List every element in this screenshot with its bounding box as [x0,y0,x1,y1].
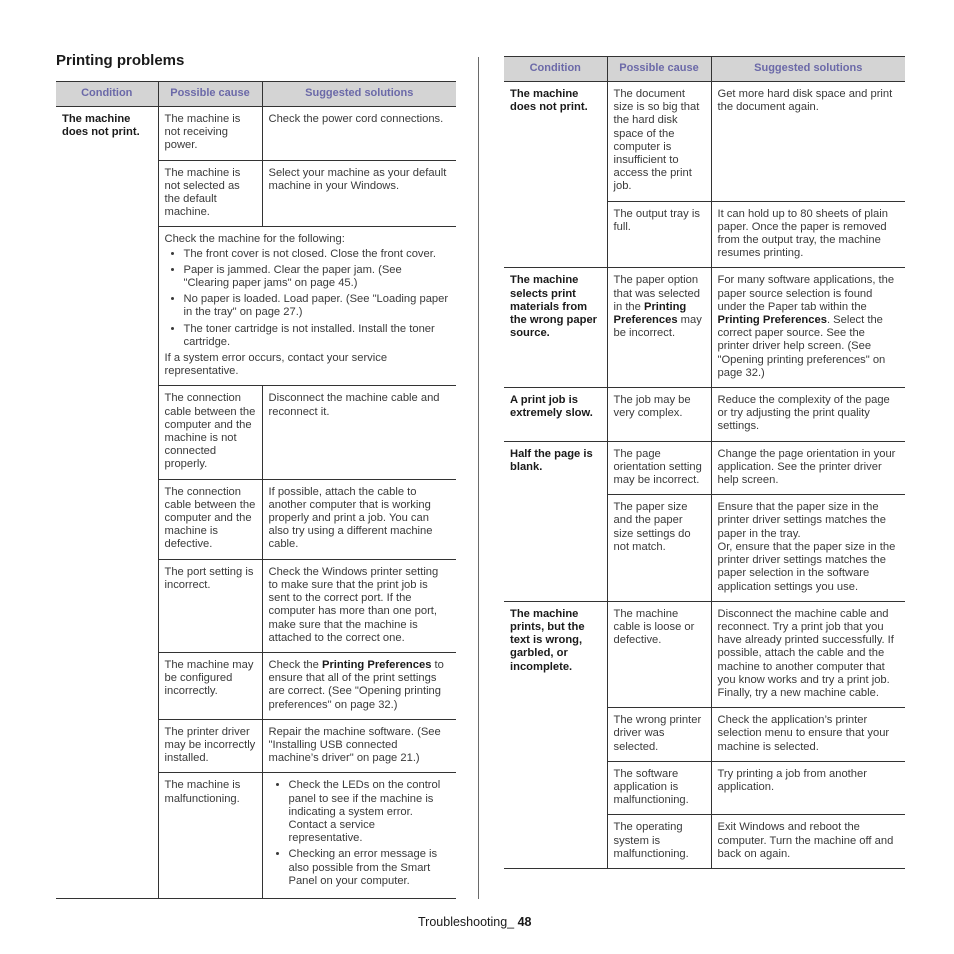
list-item: • The toner cartridge is not installed. Install the toner cartridge. [184,323,451,349]
cause-cell: The job may be very complex. [607,388,711,442]
cause-cell: The machine is not selected as the default machine. [158,160,262,227]
condition-cell: Half the page is blank. [504,441,607,601]
cause-cell: The output tray is full. [607,201,711,268]
checklist-intro: Check the machine for the following: [164,233,345,246]
footer-label: Troubleshooting_ [418,915,518,929]
condition-cell: The machine does not print. [56,107,158,899]
table-row [504,388,905,442]
checklist-outro: If a system error occurs, contact your service representative. [164,352,388,378]
list-item: • The front cover is not closed. Close the front cover. [184,248,451,261]
cause-cell: The machine may be configured incorrectly. [158,652,262,719]
solution-cell: Disconnect the machine cable and reconnect it. [262,386,456,479]
solution-cell: Disconnect the machine cable and reconnect. Try a print job that you have already printed successfully. If possible, attach the cable and the machine to another computer that you know works and try a print job. Finally, try a new machine cable. [711,601,905,707]
header-possible-cause: Possible cause [607,57,711,82]
cause-cell: The machine cable is loose or defective. [607,601,711,707]
header-possible-cause: Possible cause [158,82,262,107]
cause-cell: The printer driver may be incorrectly installed. [158,719,262,773]
table-row [504,441,905,495]
table-row [504,82,905,202]
condition-cell: The machine does not print. [504,82,607,268]
solution-text: Check the [268,658,322,671]
solution-text: For many software applications, the paper source selection is found under the Paper tab within the [717,274,895,313]
header-suggested-solutions: Suggested solutions [711,57,905,82]
printing-preferences-term: Printing Preferences [717,314,827,327]
solution-paragraph: Or, ensure that the paper size in the printer driver settings matches the paper selection in the software application settings you use. [717,540,896,593]
solution-cell: Check the power cord connections. [262,107,456,161]
header-condition: Condition [56,82,158,107]
troubleshooting-table-right [504,56,905,869]
solution-cell: Repair the machine software. (See "Installing USB connected machine’s driver" on page 21.) [262,719,456,773]
cause-cell: The connection cable between the computer and the machine is not connected properly. [158,386,262,479]
checklist-cell [158,227,456,386]
cause-cell: The software application is malfunctioning. [607,761,711,815]
column-divider [478,57,479,899]
solution-cell: If possible, attach the cable to another computer that is working properly and print a job. You can also try using a different machine cable. [262,479,456,559]
page-footer [418,915,532,929]
list-item: • No paper is loaded. Load paper. (See "Loading paper in the tray" on page 27.) [184,293,451,319]
solution-cell: Change the page orientation in your application. See the printer driver help screen. [711,441,905,495]
solution-cell [711,268,905,388]
solution-cell: Try printing a job from another application. [711,761,905,815]
cause-text: The paper option that was selected in the [613,274,700,313]
table-row [56,107,456,161]
solution-cell [711,495,905,601]
page-number: 48 [517,915,532,929]
list-item: • Check the LEDs on the control panel to see if the machine is indicating a system error. Contact a service representative. [289,779,451,845]
condition-cell: The machine selects print materials from the wrong paper source. [504,268,607,388]
solution-cell: Check the application’s printer selection menu to ensure that your machine is selected. [711,708,905,762]
cause-cell: The connection cable between the computer and the machine is defective. [158,479,262,559]
cause-cell: The operating system is malfunctioning. [607,815,711,869]
cause-cell: The machine is not receiving power. [158,107,262,161]
solution-paragraph: Ensure that the paper size in the printer driver settings matches the paper in the tray. [717,501,887,540]
solution-text: . Select the correct paper source. See the printer driver help screen. (See "Opening printing preferences" on page 32.) [717,314,886,379]
table-header-row [56,82,456,107]
solution-text: to ensure that all of the print settings are correct. (See "Opening printing preferences" on page 32.) [268,658,444,711]
table-row [504,601,905,707]
table-header-row [504,57,905,82]
cause-cell: The port setting is incorrect. [158,559,262,652]
solution-cell: Select your machine as your default machine in your Windows. [262,160,456,227]
header-suggested-solutions: Suggested solutions [262,82,456,107]
cause-cell: The wrong printer driver was selected. [607,708,711,762]
solution-cell: Exit Windows and reboot the computer. Turn the machine off and back on again. [711,815,905,869]
troubleshooting-table-left [56,81,456,899]
solution-cell: Reduce the complexity of the page or try adjusting the print quality settings. [711,388,905,442]
list-item: • Checking an error message is also possible from the Smart Panel on your computer. [289,848,451,888]
cause-cell [607,268,711,388]
section-heading: Printing problems [56,52,185,69]
solution-cell [262,652,456,719]
checklist [165,248,451,349]
header-condition: Condition [504,57,607,82]
table-row [504,268,905,388]
condition-cell: A print job is extremely slow. [504,388,607,442]
cause-cell: The paper size and the paper size settings do not match. [607,495,711,601]
solution-cell: Check the Windows printer setting to make sure that the print job is sent to the correct port. If the computer has more than one port, make sure that the machine is attached to the correct one. [262,559,456,652]
cause-cell: The page orientation setting may be incorrect. [607,441,711,495]
cause-text: may be incorrect. [613,314,702,340]
cause-cell: The document size is so big that the hard disk space of the computer is insufficient to access the print job. [607,82,711,202]
cause-cell: The machine is malfunctioning. [158,773,262,899]
condition-cell: The machine prints, but the text is wrong, garbled, or incomplete. [504,601,607,868]
solution-cell: Get more hard disk space and print the document again. [711,82,905,202]
solution-cell: It can hold up to 80 sheets of plain paper. Once the paper is removed from the output tray, the machine resumes printing. [711,201,905,268]
printing-preferences-term: Printing Preferences [321,658,432,671]
solution-cell [262,773,456,899]
solution-list [269,779,451,888]
printing-preferences-term: Printing Preferences [613,300,687,327]
list-item: • Paper is jammed. Clear the paper jam. (See "Clearing paper jams" on page 45.) [184,264,451,290]
